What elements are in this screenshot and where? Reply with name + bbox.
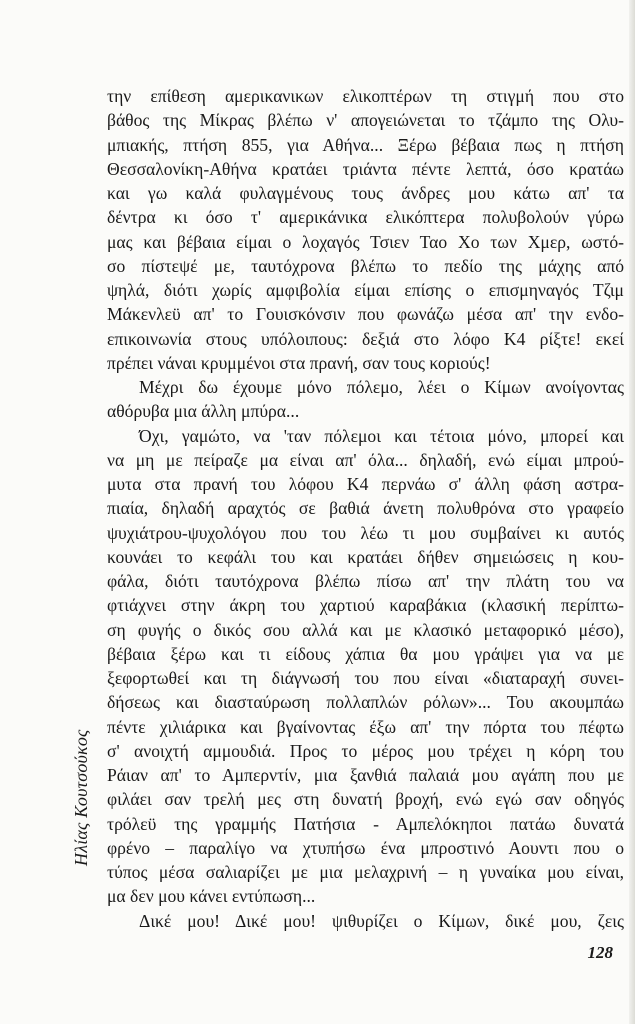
text-line: Όχι, γαμώτο, να 'ταν πόλεμοι και τέτοια μόνο, μπορεί και (139, 425, 624, 446)
text-line: ψηλά, διότι χωρίς αμφιβολία είμαι επίσης ο επισμηναγός Τζιμ (107, 280, 624, 300)
text-line: πιαία, δηλαδή αραχτός σε βαθιά άνετη πολυθρόνα στο γραφείο (107, 498, 624, 519)
text-line: και γω καλά φυλαγμένους τους άνδρες μου κάτω απ' τα (107, 183, 624, 203)
text-line: αθόρυβα μια άλλη μπύρα... (107, 401, 300, 422)
text-line: δήσεως και διασταύρωση πολλαπλών ρόλων»... Του ακουμπάω (107, 692, 624, 713)
scan-page-edge (629, 0, 635, 1024)
text-line: να μη με πείραζε μα είναι απ' όλα... δηλαδή, ενώ είμαι μπρού- (107, 449, 624, 470)
body-text (107, 84, 624, 933)
running-head-author: Ηλίας Κουτσούκος (71, 729, 91, 866)
text-line: μα δεν μου κάνει εντύπωση... (107, 886, 316, 907)
text-line: τρόλεϋ της γραμμής Πατήσια - Αμπελόκηποι πατάω δυνατά (107, 813, 624, 834)
text-line: Θεσσαλονίκη-Αθήνα κρατάει τριάντα πέντε λεπτά, όσο κρατάω (107, 158, 624, 179)
text-line: Δικέ μου! Δικέ μου! ψιθυρίζει ο Κίμων, δικέ μου, ζεις (139, 910, 624, 931)
text-line: Ράιαν απ' το Αμπερντίν, μια ξανθιά παλαιά μου αγάπη που με (107, 765, 624, 785)
text-line: φρένο – παραλίγο να χτυπήσω ένα μπροστινό Αουντι που ο (107, 837, 624, 858)
text-line: βάθος της Μίκρας βλέπω ν' απογειώνεται το τζάμπο της Ολυ- (107, 110, 624, 131)
text-line: τύπος μέσα σαλιαρίζει με μια μελαχρινή – η γυναίκα μου είναι, (107, 862, 624, 882)
text-line: φάλα, διότι ταυτόχρονα βλέπω πίσω απ' την πλάτη του να (107, 571, 624, 591)
text-line: την επίθεση αμερικανικων ελικοπτέρων τη στιγμή που στο (107, 86, 624, 106)
text-line: πέντε χιλιάρικα και βγαίνοντας έξω απ' την πόρτα του πέφτω (107, 716, 624, 737)
text-line: ψυχιάτρου-ψυχολόγου που του λέω τι μου συμβαίνει κι αυτός (107, 522, 624, 543)
text-line: δέντρα κι όσο τ' αμερικάνικα ελικόπτερα πολυβολούν γύρω (107, 207, 624, 228)
text-line: πρέπει νάναι κρυμμένοι στα πρανή, σαν τους κοριούς! (107, 352, 491, 373)
text-line: ση φυγής ο δικός σου αλλά και με κλασικό μεταφορικό μέσο), (107, 619, 624, 640)
text-line: ξεφορτωθεί και τη διάγνωσή του που είναι «διαταραχή συνει- (107, 668, 624, 688)
text-line: μας και βέβαια είμαι ο λοχαγός Τσιεν Ταο Χο των Χμερ, ωστό- (107, 231, 624, 252)
text-line: επικοινωνία στους υπόλοιπους: δεξιά στο λόφο Κ4 ρίξτε! εκεί (107, 328, 624, 349)
text-line: Μάκενλεϋ απ' το Γουισκόνσιν που φωνάζω μέσα απ' την ενδο- (107, 304, 624, 325)
text-line: Μέχρι δω έχουμε μόνο πόλεμο, λέει ο Κίμων ανοίγοντας (139, 377, 624, 397)
text-line: μυτα στα πρανή του λόφου Κ4 περνάω σ' άλλη φάση αστρα- (107, 474, 624, 494)
text-line: κουνάει το κεφάλι του και κρατάει δήθεν σημειώσεις η κου- (107, 546, 624, 567)
text-line: φιλάει σαν τρελή μες στη δυνατή βροχή, ενώ εγώ σαν οδηγός (107, 789, 624, 810)
page-number: 128 (587, 943, 613, 962)
text-line: φτιάχνει στην άκρη του χαρτιού καραβάκια (κλασική περίπτω- (107, 595, 624, 616)
text-line: μπιακής, πτήση 855, για Αθήνα... Ξέρω βέβαια πως η πτήση (107, 134, 624, 155)
text-line: σ' ανοιχτή αμμουδιά. Προς το μέρος μου τρέχει η κόρη του (107, 740, 624, 761)
text-line: σο πίστεψέ με, ταυτόχρονα βλέπω το πεδίο της μάχης από (107, 255, 624, 276)
text-line: βέβαια ξέρω και τι είδους χάπια θα μου γράψει για να με (107, 643, 624, 664)
